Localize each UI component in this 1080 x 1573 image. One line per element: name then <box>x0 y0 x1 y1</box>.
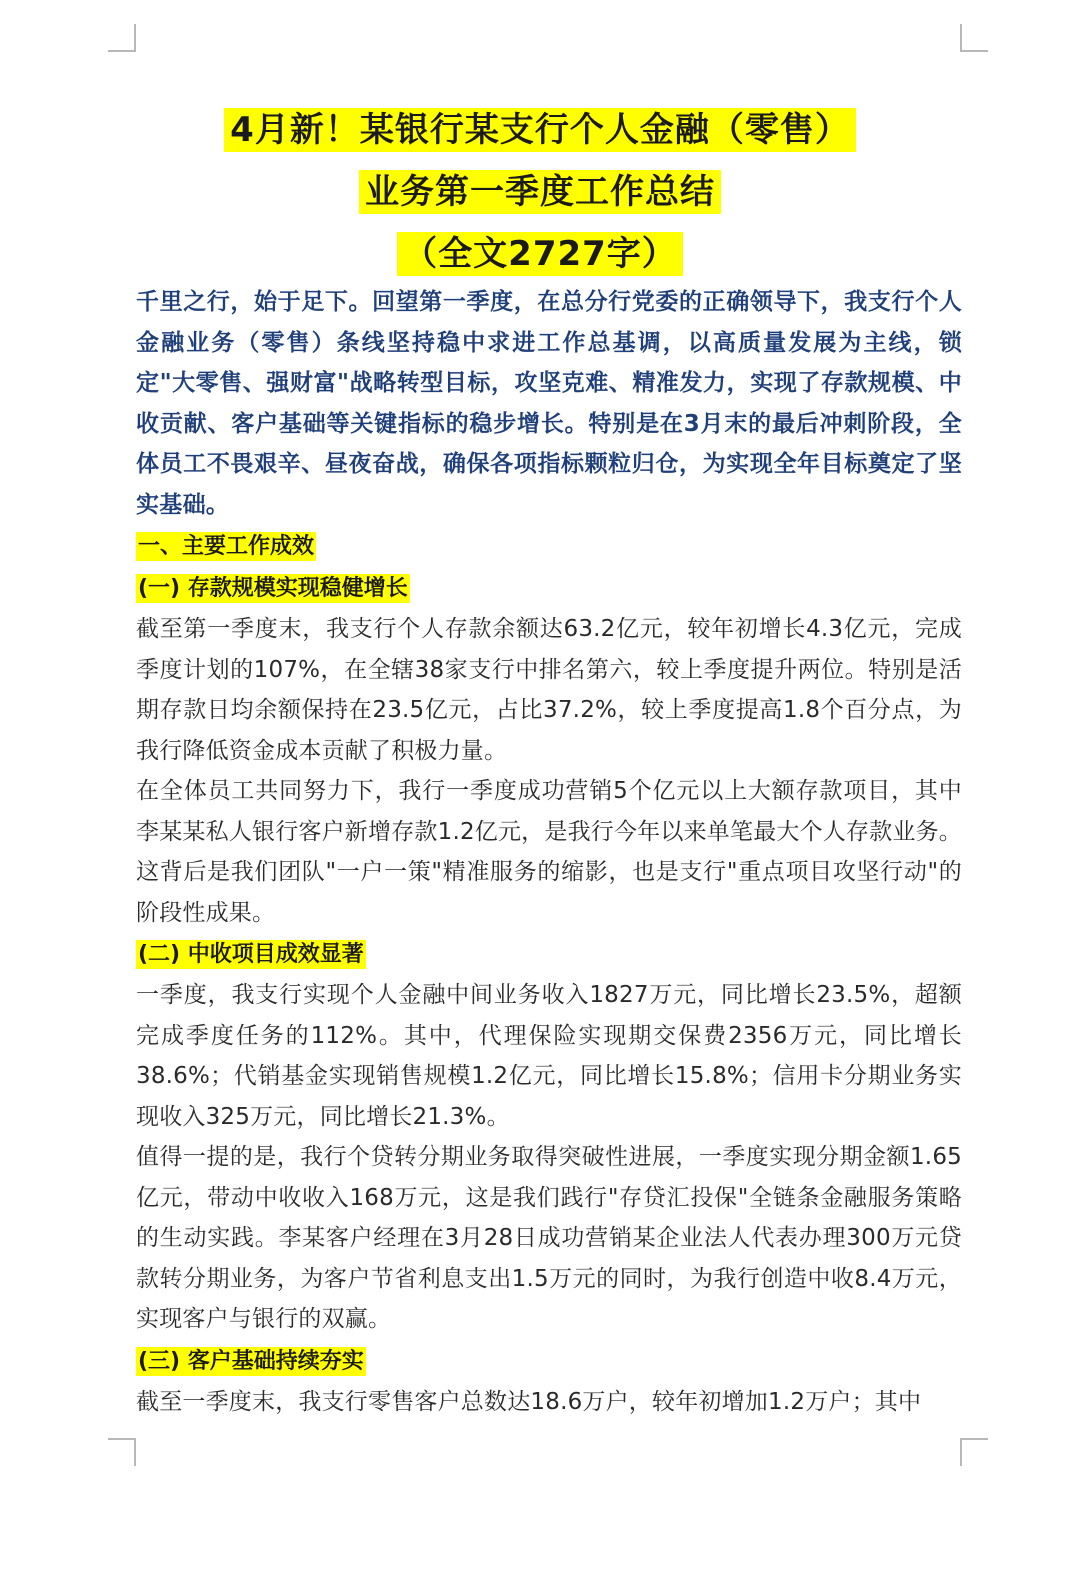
paragraph-deposit-1: 截至第一季度末，我支行个人存款余额达63.2亿元，较年初增长4.3亿元，完成季度计划的107%，在全辖38家支行中排名第六，较上季度提升两位。特别是活期存款日均余额保持在23.5亿元，占比37.2%，较上季度提高1.8个百分点，为我行降低资金成本贡献了积极力量。 <box>136 616 962 764</box>
crop-mark-top-right <box>960 24 988 52</box>
subheading-customer-base: (三) 客户基础持续夯实 <box>138 1348 364 1374</box>
paragraph-customer-base-1: 截至一季度末，我支行零售客户总数达18.6万户，较年初增加1.2万户；其中 <box>136 1388 922 1415</box>
intro-paragraph: 千里之行，始于足下。回望第一季度，在总分行党委的正确领导下，我支行个人金融业务（零售）条线坚持稳中求进工作总基调，以高质量发展为主线，锁定"大零售、强财富"战略转型目标，攻坚克难、精准发力，实现了存款规模、中收贡献、客户基础等关键指标的稳步增长。特别是在3月末的最后冲刺阶段，全体员工不畏艰辛、昼夜奋战，确保各项指标颗粒归仓，为实现全年目标奠定了坚实基础。 <box>136 289 962 518</box>
crop-mark-bottom-left <box>108 1438 136 1466</box>
document-title <box>0 108 1080 294</box>
section-heading-main-achievements: 一、主要工作成效 <box>138 534 315 559</box>
subheading-fee-income: (二) 中收项目成效显著 <box>138 942 364 967</box>
paragraph-deposit-2: 在全体员工共同努力下，我行一季度成功营销5个亿元以上大额存款项目，其中李某某私人银行客户新增存款1.2亿元，是我行今年以来单笔最大个人存款业务。这背后是我们团队"一户一策"精准服务的缩影，也是支行"重点项目攻坚行动"的阶段性成果。 <box>136 778 962 926</box>
document-body <box>136 282 962 1422</box>
subheading-deposit-growth: (一) 存款规模实现稳健增长 <box>138 576 408 601</box>
title-line-1: 4月新！某银行某支行个人金融（零售） <box>0 108 1080 152</box>
title-line-2: 业务第一季度工作总结 <box>0 170 1080 214</box>
crop-mark-top-left <box>108 24 136 52</box>
paragraph-fee-income-1: 一季度，我支行实现个人金融中间业务收入1827万元，同比增长23.5%，超额完成季度任务的112%。其中，代理保险实现期交保费2356万元，同比增长38.6%；代销基金实现销售规模1.2亿元，同比增长15.8%；信用卡分期业务实现收入325万元，同比增长21.3%。 <box>136 982 962 1130</box>
title-line-3: （全文2727字） <box>0 232 1080 276</box>
crop-mark-bottom-right <box>960 1438 988 1466</box>
paragraph-fee-income-2: 值得一提的是，我行个贷转分期业务取得突破性进展，一季度实现分期金额1.65亿元，带动中收收入168万元，这是我们践行"存贷汇投保"全链条金融服务策略的生动实践。李某客户经理在3月28日成功营销某企业法人代表办理300万元贷款转分期业务，为客户节省利息支出1.5万元的同时，为我行创造中收8.4万元，实现客户与银行的双赢。 <box>136 1144 962 1332</box>
